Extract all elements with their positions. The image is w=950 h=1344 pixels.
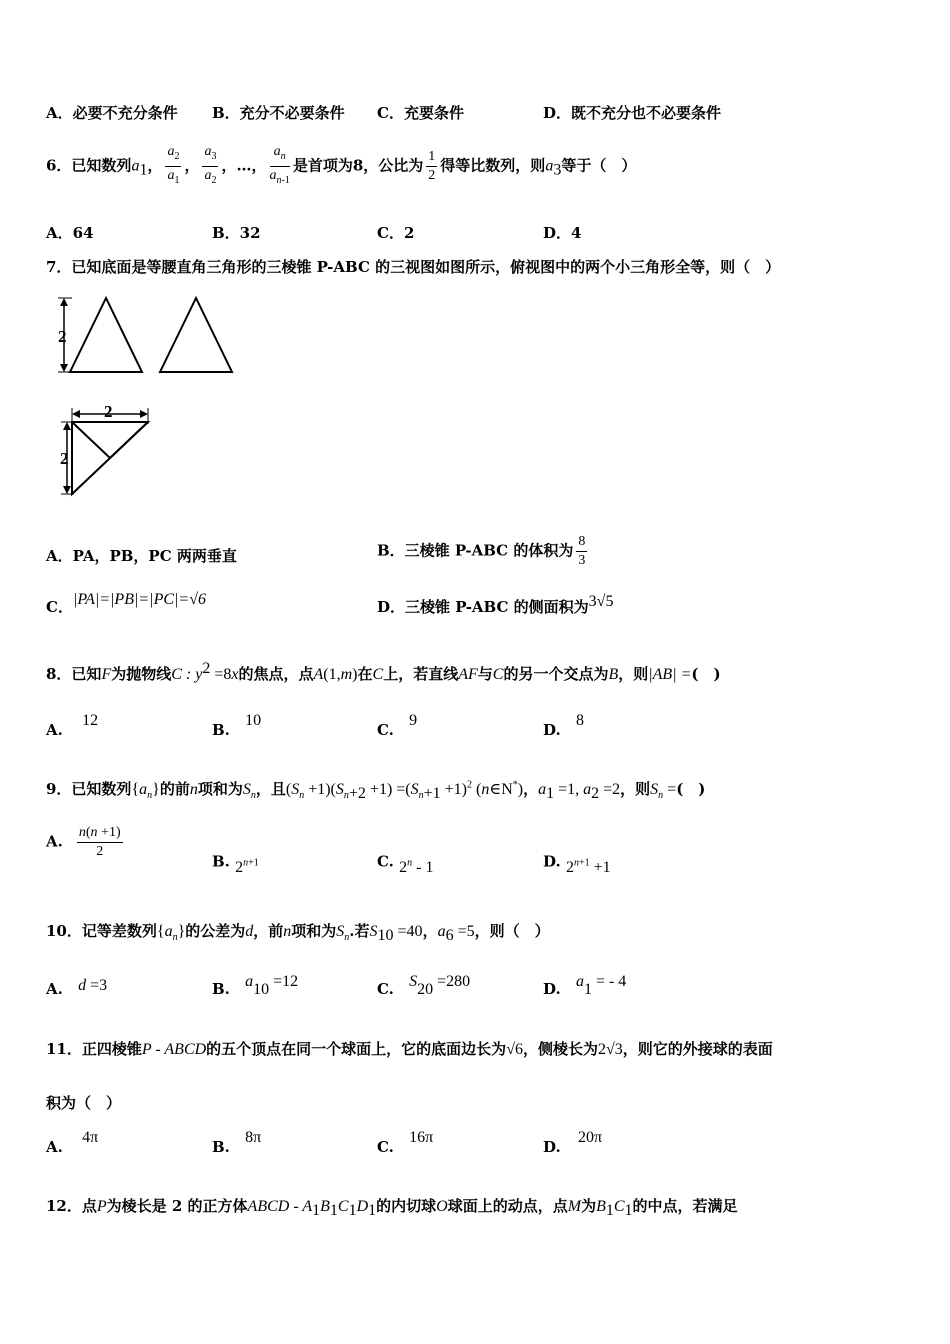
q9-p4: ，且	[255, 780, 286, 798]
q8-option-c: C. 9	[377, 712, 418, 739]
q6-suffix: 得等比数列，则	[440, 156, 546, 175]
q8-p7: 的另一个交点为	[503, 665, 609, 683]
q6-option-c: C．2	[377, 224, 415, 242]
q10-option-b: B. $a_{10} =12$	[212, 973, 299, 998]
q10-p2: 的公差为	[185, 922, 246, 940]
q5-option-b: B．充分不必要条件	[212, 104, 345, 122]
q8-option-b: B. 10	[212, 712, 262, 739]
q11-p4: ，则它的外接球的表面	[622, 1040, 773, 1058]
q8-p2: 为抛物线	[111, 665, 172, 683]
q10-p6: ，	[422, 922, 438, 940]
q7-option-c-label: C．	[46, 598, 73, 616]
q5-option-c: C．充要条件	[377, 104, 464, 122]
question-6: 6．已知数列$a_1$， $\frac{a_2}{a_1}$ ， $\frac{a_3}{a_2}$ ，…， $\frac{a_n}{a_{n-1}}$ 是首项为8，公比为 $\frac{1}{2}$ 得等比数列，则$a_3$等于（ ）	[46, 144, 637, 186]
q8-p3: 的焦点，点	[238, 665, 314, 683]
q7-option-b: B．三棱锥 P-ABC 的体积为 $\frac{8}{3}$	[377, 534, 586, 568]
front-view-height-label: 2	[58, 327, 67, 346]
question-10: 10．记等差数列$\{a_n\}$的公差为d，前n项和为$S_n$.若$S_{10} =40$，$a_6 =5$，则（ ）	[46, 922, 550, 944]
q9-p1: 9．已知数列	[46, 780, 132, 798]
q12-p1: 12．点	[46, 1197, 97, 1215]
q10-option-c: C. $S_{20} =280$	[377, 973, 471, 998]
q8-p5: 上，若直线	[383, 665, 459, 683]
q9-option-b: B. $2^{n+1}$	[212, 852, 259, 877]
q9-p5: ，	[523, 780, 539, 798]
q10-p1: 10．记等差数列	[46, 922, 157, 940]
question-11: 11．正四棱锥P - ABCD的五个顶点在同一个球面上，它的底面边长为√6，侧棱长为2√3，则它的外接球的表面	[46, 1040, 773, 1058]
q8-p8: ，则	[618, 665, 649, 683]
q10-option-a: A. d =3	[46, 977, 108, 998]
q11-option-d: D. 20π	[543, 1129, 603, 1156]
q12-p2: 为棱长是 2 的正方体	[106, 1197, 248, 1215]
q12-p5: 为	[581, 1197, 597, 1215]
q6-option-a: A．64	[46, 224, 94, 242]
q7-option-c-math: |PA|=|PB|=|PC|=√6	[72, 591, 206, 608]
q8-option-d: D. 8	[543, 712, 584, 739]
question-8: 8．已知F为抛物线C : $y^2 =8x$的焦点，点A(1,m)在C上，若直线AF与C的另一个交点为B，则|AB| =( )	[46, 660, 721, 683]
q11-p1: 11．正四棱锥	[46, 1040, 142, 1058]
top-view-width-label: 2	[104, 402, 113, 421]
q11-p2: 的五个顶点在同一个球面上，它的底面边长为	[206, 1040, 507, 1058]
q5-option-d: D．既不充分也不必要条件	[543, 104, 722, 122]
question-12: 12．点P为棱长是 2 的正方体ABCD - $A_1B_1C_1D_1$的内切球O球面上的动点，点M为$B_1C_1$的中点，若满足	[46, 1197, 738, 1219]
top-view-height-label: 2	[60, 449, 69, 468]
q11-p3: ，侧棱长为	[522, 1040, 598, 1058]
q12-p3: 的内切球	[376, 1197, 437, 1215]
q8-p4: 在	[357, 665, 373, 683]
q7-option-a: A．PA，PB，PC 两两垂直	[46, 547, 237, 565]
q6-option-b: B．32	[212, 224, 261, 242]
q8-p9: ( )	[691, 665, 721, 683]
q9-option-d: D. $2^{n+1} +1$	[543, 852, 611, 877]
q10-p5: .若	[349, 922, 370, 940]
q12-p6: 的中点，若满足	[632, 1197, 738, 1215]
q9-p6: ，则	[620, 780, 651, 798]
q10-p7: ，则（ ）	[474, 922, 550, 940]
q7-option-b-text: B．三棱锥 P-ABC 的体积为	[377, 541, 574, 560]
q8-p6: 与	[477, 665, 493, 683]
q8-option-a: A. 12	[46, 712, 99, 739]
question-9: 9．已知数列$\{a_n\}$的前n项和为$S_n$，且$(S_n +1)(S_{n+2} +1) =(S_{n+1} +1)^2$ (n∈N*)，$a_1 =1$, $a_2 =2$，则$S_n$ =( )	[46, 779, 706, 802]
q8-p1: 8．已知	[46, 665, 102, 683]
q10-p4: 项和为	[291, 922, 337, 940]
q10-p3: ，前	[253, 922, 284, 940]
q6-prefix: 6．已知数列	[46, 156, 132, 175]
q12-p4: 球面上的动点，点	[447, 1197, 568, 1215]
q10-option-d: D. $a_1$ = - 4	[543, 973, 627, 998]
q5-option-a: A．必要不充分条件	[46, 104, 178, 122]
q7-option-c	[46, 591, 206, 617]
q7-option-d-math: 3√5	[588, 593, 614, 610]
q6-tail: 等于（ ）	[561, 156, 637, 175]
q9-option-a: A. $\frac{n(n +1)}{2}$	[46, 825, 121, 859]
q9-p3: 项和为	[197, 780, 243, 798]
q6-option-d: D．4	[543, 224, 582, 242]
q11-option-c: C. 16π	[377, 1129, 434, 1156]
q7-option-d-text: D．三棱锥 P-ABC 的侧面积为	[377, 598, 589, 616]
q11-option-a: A. 4π	[46, 1129, 99, 1156]
q9-option-c: C. 2$^n$ - 1	[377, 852, 434, 877]
q9-p7: ( )	[676, 780, 706, 798]
q6-middle: 是首项为8，公比为	[292, 156, 424, 175]
q9-p2: 的前	[159, 780, 190, 798]
q11-option-b: B. 8π	[212, 1129, 262, 1156]
q7-option-d	[377, 593, 614, 617]
question-7: 7．已知底面是等腰直角三角形的三棱锥 P-ABC 的三视图如图所示，俯视图中的两个小三角形全等，则（ ）	[46, 258, 781, 276]
question-11-line2: 积为（ ）	[46, 1094, 122, 1112]
three-view-diagram	[50, 290, 250, 500]
